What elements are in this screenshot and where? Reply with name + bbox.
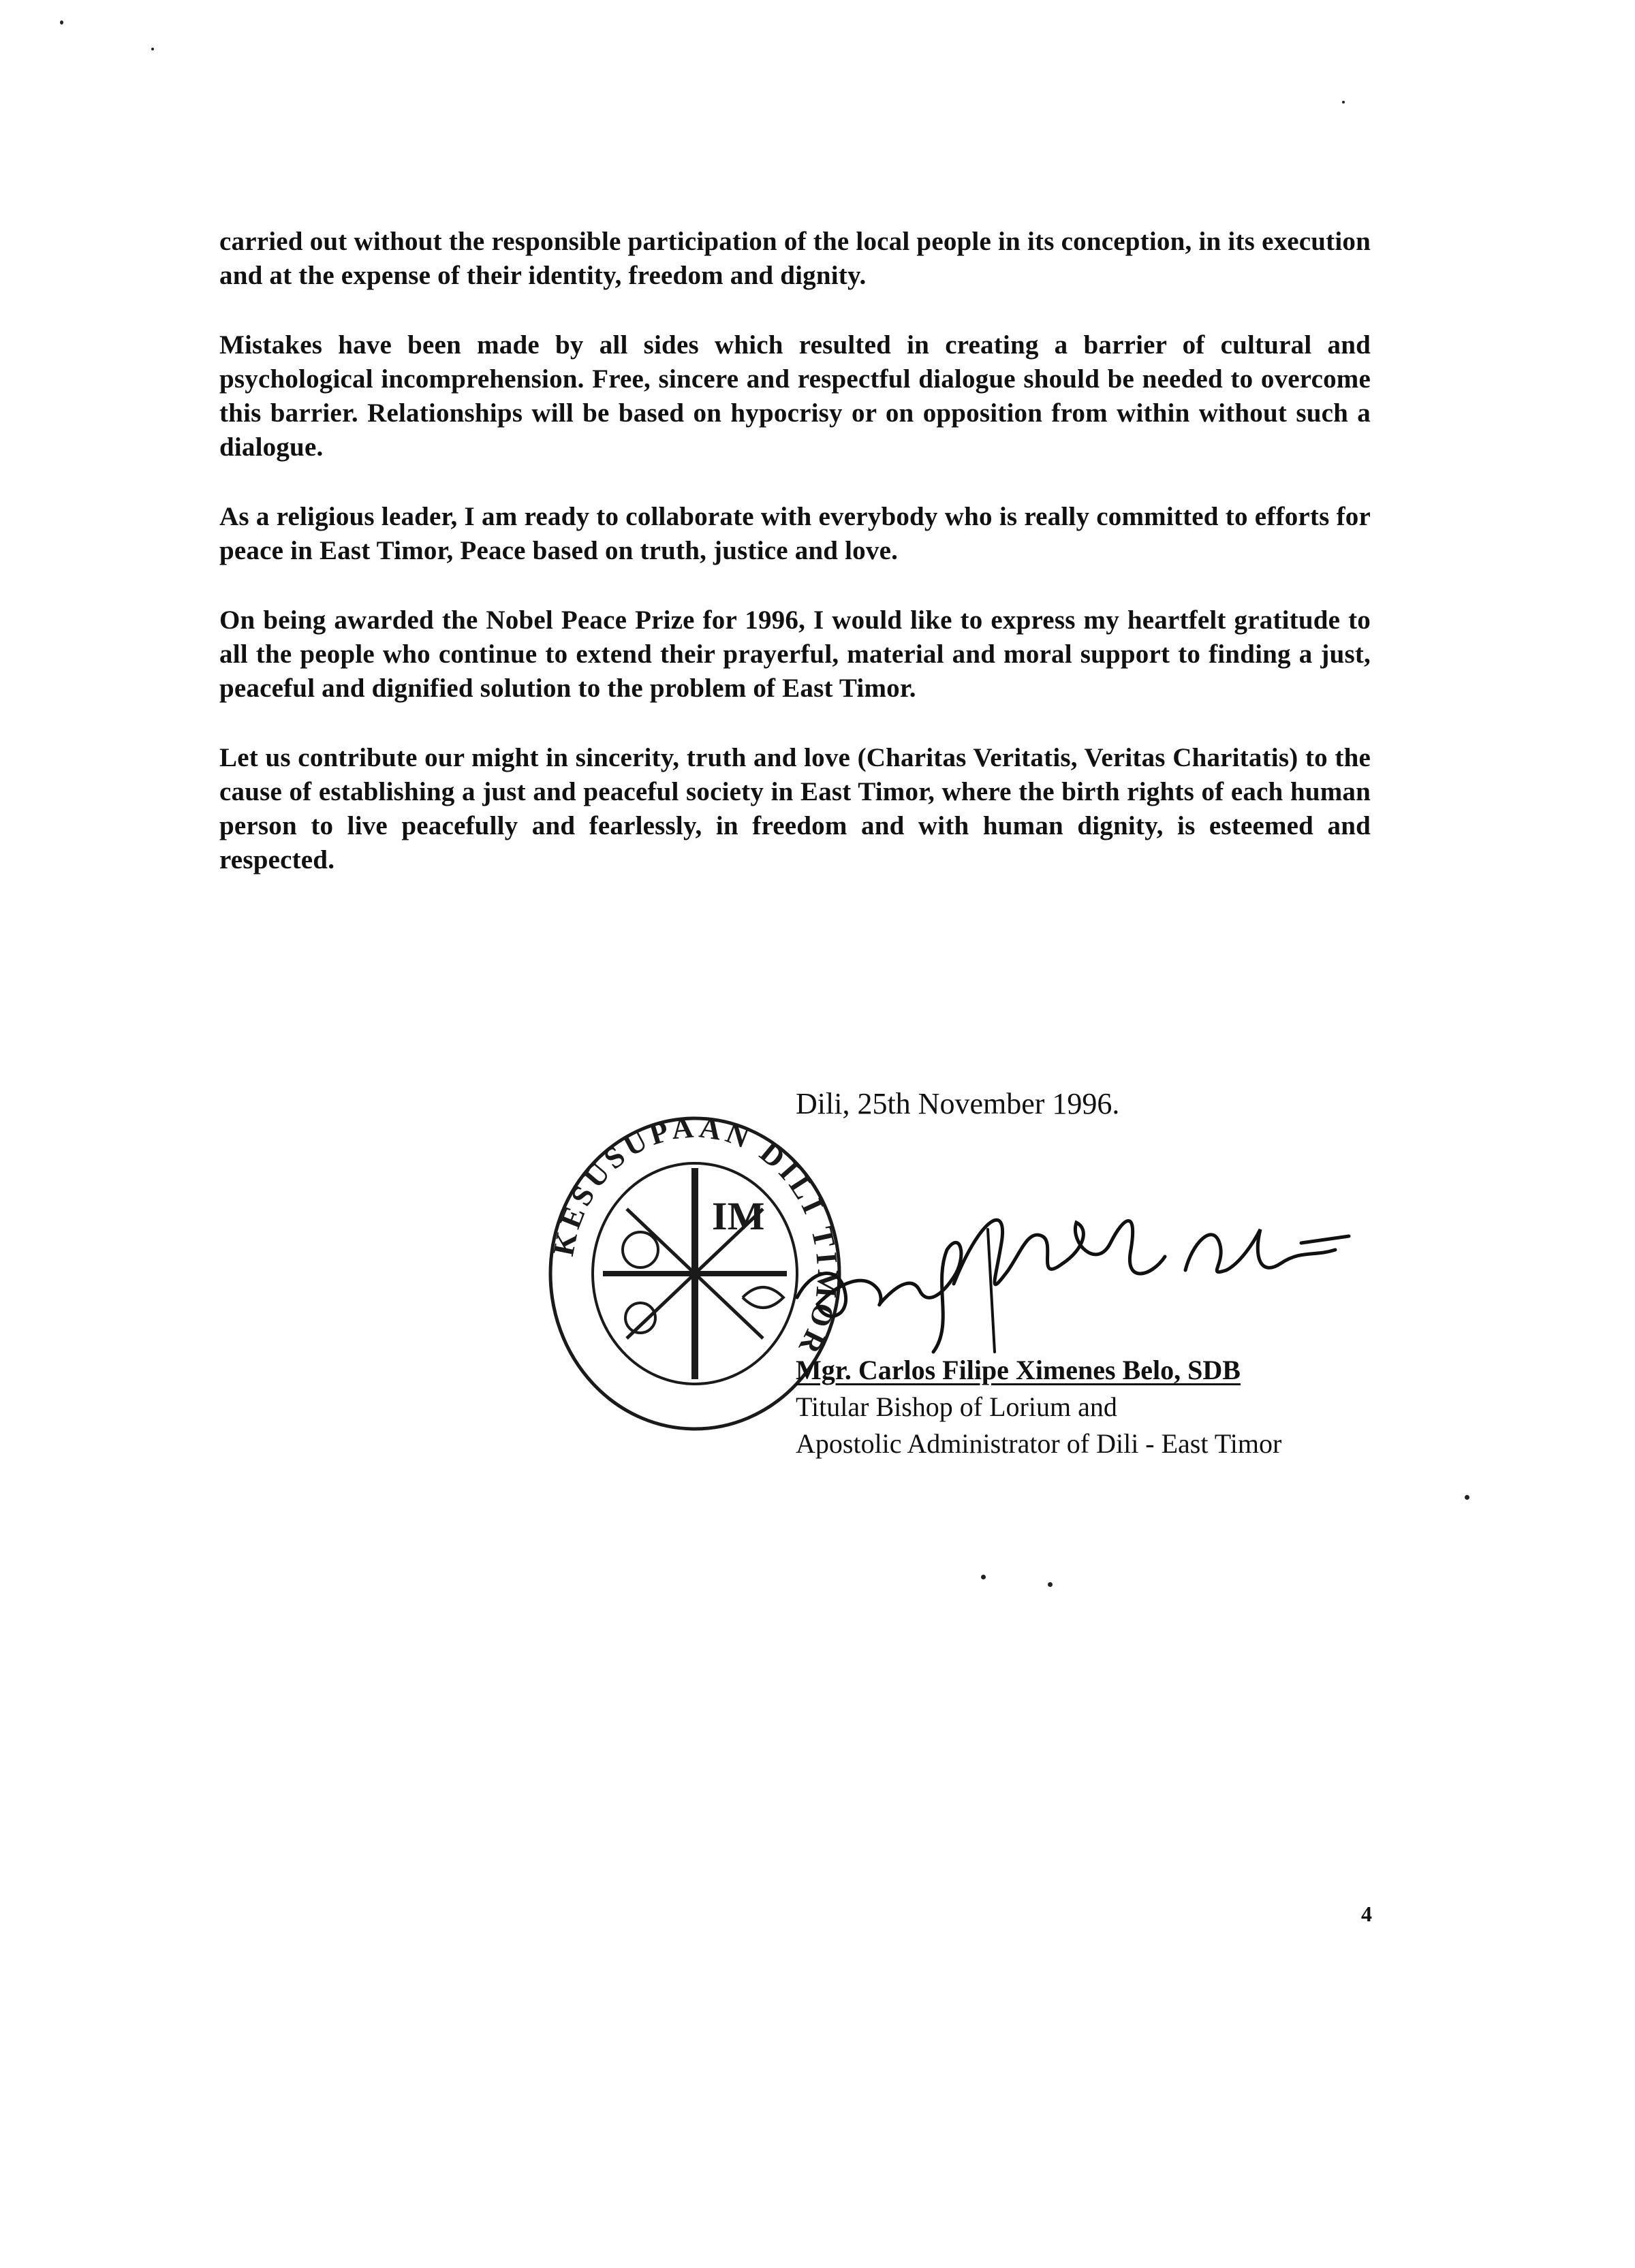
signatory-title: Titular Bishop of Lorium and xyxy=(796,1391,1117,1422)
scan-speck xyxy=(1465,1495,1469,1500)
scan-speck xyxy=(981,1575,986,1579)
signature-block xyxy=(796,1352,1281,1462)
letter-body xyxy=(219,225,1371,913)
paragraph: Let us contribute our might in sincerity, truth and love (Charitas Veritatis, Veritas Charitatis) to the cause of establishing a just and peaceful society in East Timor, where the birth rights of each human person to live peacefully and fearlessly, in freedom and with human dignity, is esteemed and respected. xyxy=(219,743,1371,875)
svg-text:IM: IM xyxy=(712,1194,765,1238)
svg-text:KESUSUPAAN DILI TIMOR: KESUSUPAAN DILI TIMOR xyxy=(546,1114,845,1363)
scan-speck xyxy=(1048,1582,1053,1587)
paragraph: Mistakes have been made by all sides which resulted in creating a barrier of cultural and psychological incomprehension. Free, sincere and respectful dialogue should be needed to overcome this barrier. Relationships will be based on hypocrisy or on opposition from within without such a dialogue. xyxy=(219,330,1371,462)
signatory-title: Apostolic Administrator of Dili - East Timor xyxy=(796,1428,1282,1459)
handwritten-signature xyxy=(783,1188,1369,1359)
page-number: 4 xyxy=(1361,1902,1372,1926)
scan-speck xyxy=(151,48,154,50)
paragraph: On being awarded the Nobel Peace Prize for 1996, I would like to express my heartfelt gratitude to all the people who continue to extend their prayerful, material and moral support to finding a just, peaceful and dignified solution to the problem of East Timor. xyxy=(219,605,1371,703)
paragraph: As a religious leader, I am ready to collaborate with everybody who is really committed to efforts for peace in East Timor, Peace based on truth, justice and love. xyxy=(219,502,1371,565)
dateline: Dili, 25th November 1996. xyxy=(796,1087,1120,1120)
signatory-name: Mgr. Carlos Filipe Ximenes Belo, SDB xyxy=(796,1355,1241,1385)
paragraph: carried out without the responsible participation of the local people in its conception, in its execution and at the expense of their identity, freedom and dignity. xyxy=(219,227,1371,290)
scan-speck xyxy=(60,20,63,25)
scan-speck xyxy=(1342,101,1345,104)
